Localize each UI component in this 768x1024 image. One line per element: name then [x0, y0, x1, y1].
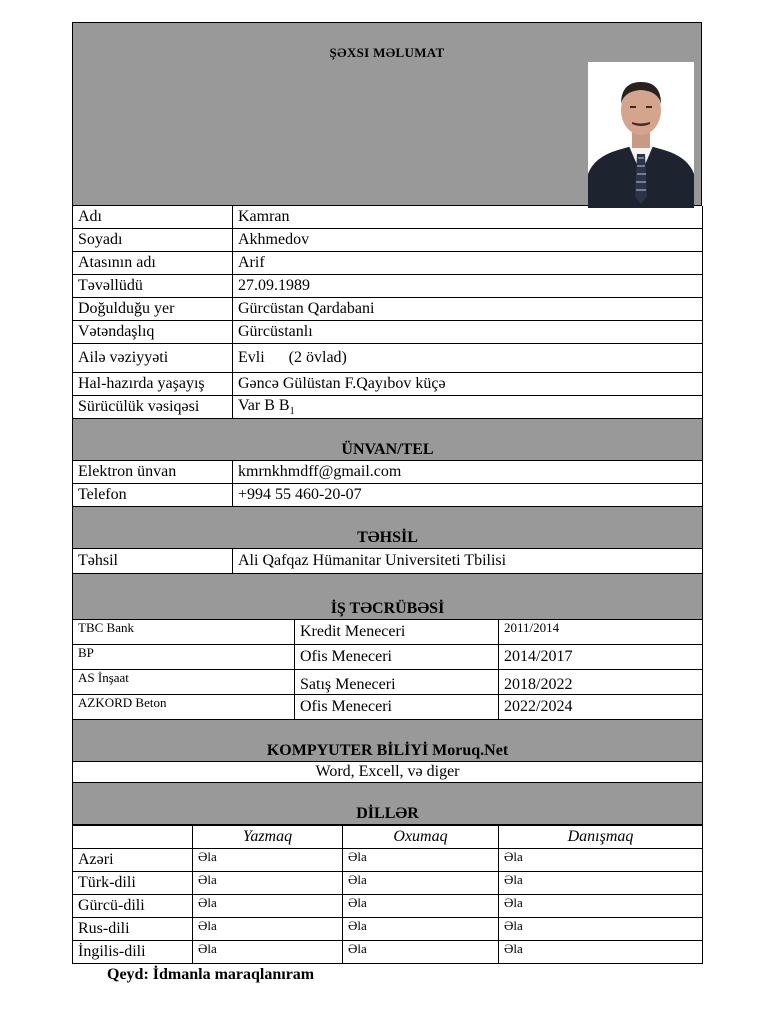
field-value: Gürcüstan Qardabani — [233, 298, 703, 321]
level-writing: Əla — [193, 872, 343, 895]
language-name: Gürcü-dili — [73, 895, 193, 918]
phone-value: +994 55 460-20-07 — [233, 484, 703, 507]
field-label: Doğulduğu yer — [73, 298, 233, 321]
table-row — [73, 941, 703, 964]
field-value: Evli (2 övlad) — [233, 344, 703, 373]
field-label: Sürücülük vəsiqəsi — [73, 396, 233, 419]
section-title: TƏHSİL — [73, 507, 703, 549]
table-row — [73, 275, 703, 298]
table-row — [73, 670, 703, 695]
language-name: Türk-dili — [73, 872, 193, 895]
section-title: İŞ TƏCRÜBƏSİ — [73, 574, 703, 620]
empty-header-cell — [73, 826, 193, 849]
job-period: 2014/2017 — [499, 645, 703, 670]
field-value: Gürcüstanlı — [233, 321, 703, 344]
table-row — [73, 206, 703, 229]
level-speaking: Əla — [499, 849, 703, 872]
table-row — [73, 373, 703, 396]
field-label: Adı — [73, 206, 233, 229]
page-title: ŞƏXSI MƏLUMAT — [329, 45, 445, 60]
table-row — [73, 918, 703, 941]
level-speaking: Əla — [499, 895, 703, 918]
license-subscript: 1 — [289, 406, 295, 418]
personal-info-table — [72, 206, 703, 620]
level-reading: Əla — [343, 895, 499, 918]
table-row — [73, 695, 703, 720]
column-header: Danışmaq — [499, 826, 703, 849]
section-title: ÜNVAN/TEL — [73, 419, 703, 461]
field-label: Hal-hazırda yaşayış — [73, 373, 233, 396]
section-header-education — [73, 507, 703, 549]
field-value: Arif — [233, 252, 703, 275]
languages-table — [72, 825, 703, 964]
company-name: AZKORD Beton — [73, 695, 295, 720]
language-name: Azəri — [73, 849, 193, 872]
field-value: Gəncə Gülüstan F.Qayıbov küçə — [233, 373, 703, 396]
field-value: Kamran — [233, 206, 703, 229]
section-title: DİLLƏR — [73, 783, 703, 825]
company-name: AS İnşaat — [73, 670, 295, 695]
field-label: Atasının adı — [73, 252, 233, 275]
level-reading: Əla — [343, 849, 499, 872]
company-name: TBC Bank — [73, 620, 295, 645]
table-row — [73, 762, 703, 783]
language-name: Rus-dili — [73, 918, 193, 941]
level-speaking: Əla — [499, 918, 703, 941]
table-row — [73, 620, 703, 645]
computer-skills-value: Word, Excell, və diger — [73, 762, 703, 783]
cv-sheet — [72, 22, 702, 964]
section-title: KOMPYUTER BİLİYİ Moruq.Net — [73, 720, 703, 762]
section-header-contact — [73, 419, 703, 461]
table-row — [73, 645, 703, 670]
field-label: Vətəndaşlıq — [73, 321, 233, 344]
section-header-computer — [73, 720, 703, 762]
column-header: Yazmaq — [193, 826, 343, 849]
license-text: Var B B — [238, 396, 290, 414]
job-period: 2018/2022 — [499, 670, 703, 695]
field-value: 27.09.1989 — [233, 275, 703, 298]
field-value: Akhmedov — [233, 229, 703, 252]
table-row — [73, 321, 703, 344]
field-label: Soyadı — [73, 229, 233, 252]
job-position: Kredit Meneceri — [295, 620, 499, 645]
email-value: kmrnkhmdff@gmail.com — [233, 461, 703, 484]
job-position: Ofis Meneceri — [295, 645, 499, 670]
field-label: Telefon — [73, 484, 233, 507]
personal-info-header — [72, 22, 702, 206]
level-speaking: Əla — [499, 872, 703, 895]
portrait-image — [588, 62, 694, 208]
table-row — [73, 396, 703, 419]
level-reading: Əla — [343, 941, 499, 964]
job-position: Ofis Meneceri — [295, 695, 499, 720]
table-row — [73, 872, 703, 895]
table-row — [73, 895, 703, 918]
table-row — [73, 549, 703, 574]
table-row — [73, 344, 703, 373]
field-label: Təhsil — [73, 549, 233, 574]
level-speaking: Əla — [499, 941, 703, 964]
table-row — [73, 229, 703, 252]
profile-photo — [588, 62, 694, 208]
job-position: Satış Meneceri — [295, 670, 499, 695]
table-row — [73, 484, 703, 507]
job-period: 2022/2024 — [499, 695, 703, 720]
table-row — [73, 461, 703, 484]
job-period: 2011/2014 — [499, 620, 703, 645]
field-label: Təvəllüdü — [73, 275, 233, 298]
field-label: Ailə vəziyyəti — [73, 344, 233, 373]
level-writing: Əla — [193, 941, 343, 964]
field-value — [233, 396, 703, 419]
table-row — [73, 298, 703, 321]
column-header: Oxumaq — [343, 826, 499, 849]
section-header-experience — [73, 574, 703, 620]
company-name: BP — [73, 645, 295, 670]
table-row — [73, 849, 703, 872]
level-reading: Əla — [343, 872, 499, 895]
level-writing: Əla — [193, 849, 343, 872]
level-reading: Əla — [343, 918, 499, 941]
language-name: İngilis-dili — [73, 941, 193, 964]
note-text: Qeyd: İdmanla maraqlanıram — [107, 966, 315, 983]
section-header-languages — [73, 783, 703, 825]
table-row — [73, 252, 703, 275]
field-label: Elektron ünvan — [73, 461, 233, 484]
level-writing: Əla — [193, 895, 343, 918]
field-value: Ali Qafqaz Hümanitar Universiteti Tbilisi — [233, 549, 703, 574]
language-columns-header — [73, 826, 703, 849]
level-writing: Əla — [193, 918, 343, 941]
experience-table — [72, 620, 703, 825]
